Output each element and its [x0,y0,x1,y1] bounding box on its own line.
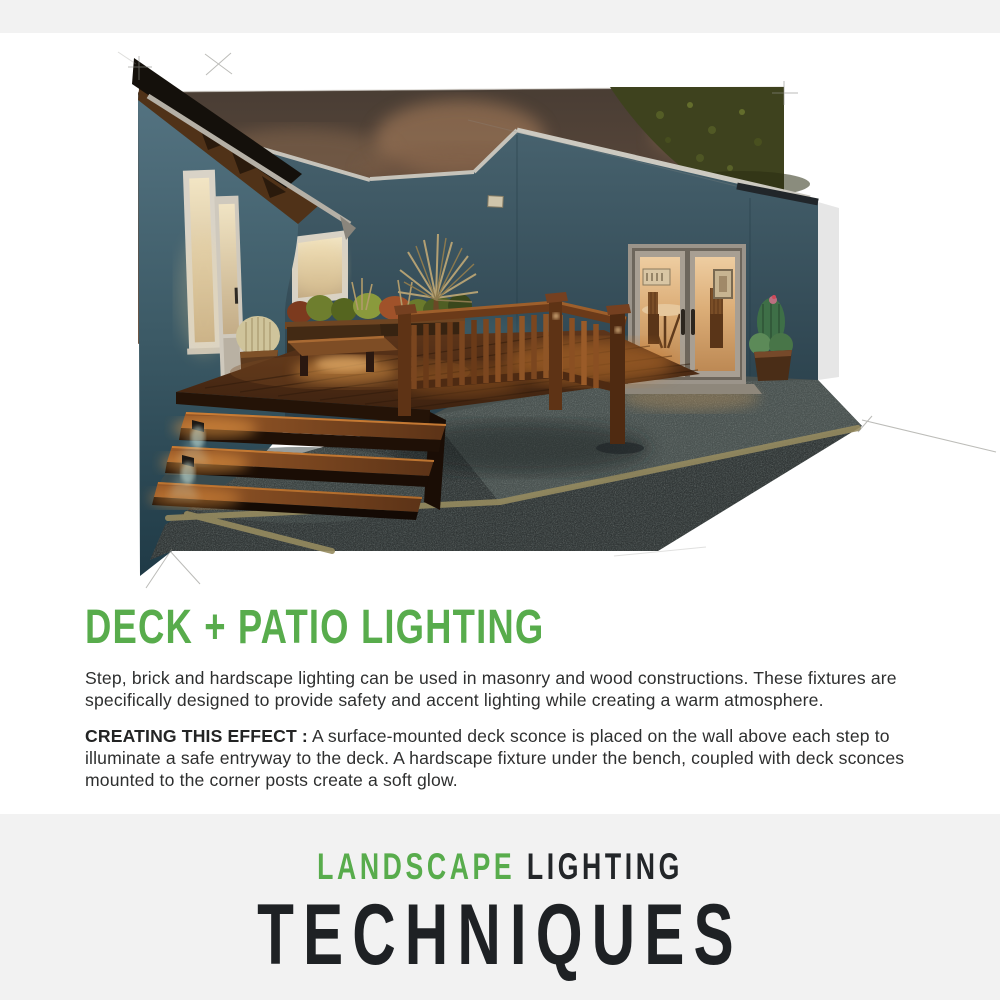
effect-text: A surface-mounted deck sconce is placed on the wall above each step to illuminate a safe entryway to the deck. A hardscape fixture under the bench, coupled with deck sconces mounted to the corner posts create a soft glow. [85,725,905,791]
footer-band [0,814,1000,1000]
article [85,601,930,805]
door-handle [235,288,239,304]
door-pull-left [681,309,685,335]
courtyard-window [292,230,348,305]
deck-steps [149,412,446,520]
effect-paragraph [85,725,930,792]
page-title: DECK + PATIO LIGHTING [85,601,545,654]
render-side-panel [818,202,839,380]
door-pull-right [691,309,695,335]
intro-paragraph: Step, brick and hardscape lighting can be used in masonry and wood constructions. These fixtures are specifically designed to provide safety and accent lighting while creating a warm atmosphere. [85,668,897,711]
effect-label: CREATING THIS EFFECT : [85,725,308,746]
brand-line [317,848,683,885]
door-threshold [614,384,762,394]
footer-title: TECHNIQUES [257,887,743,983]
wall-vent [488,196,504,208]
post-light [615,327,621,333]
brand-lighting: LIGHTING [526,846,683,887]
post-light [553,313,559,319]
brand-landscape: LANDSCAPE [317,846,516,887]
